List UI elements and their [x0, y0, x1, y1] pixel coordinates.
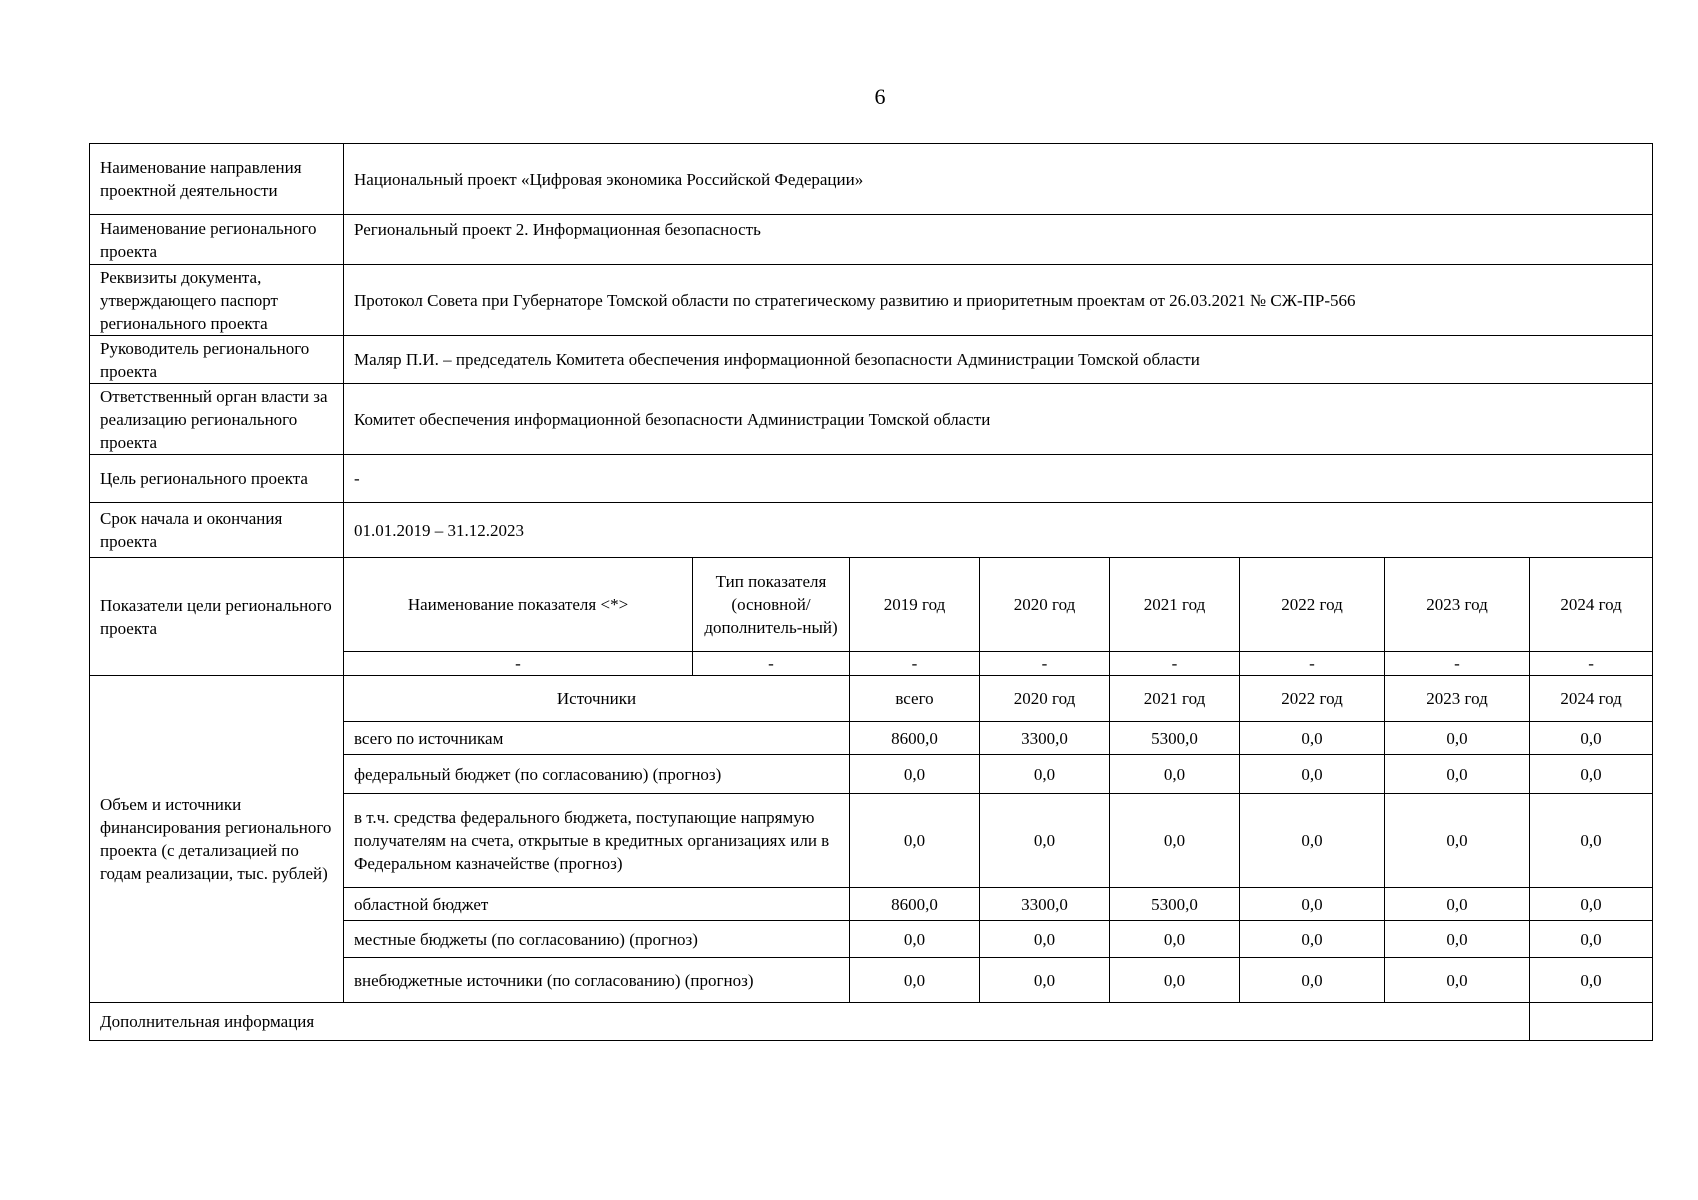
financing-value: 3300,0: [980, 888, 1110, 921]
financing-header-2022: 2022 год: [1240, 676, 1385, 722]
financing-value: 0,0: [1385, 958, 1530, 1003]
approval-doc-label: Реквизиты документа, утверждающего паспорт регионального проекта: [90, 265, 344, 336]
indicators-header-2021: 2021 год: [1110, 558, 1240, 652]
financing-value: 5300,0: [1110, 888, 1240, 921]
indicators-header-2024: 2024 год: [1530, 558, 1653, 652]
row-approval-doc: [90, 265, 1653, 336]
direction-value: Национальный проект «Цифровая экономика Российской Федерации»: [344, 144, 1653, 215]
term-label: Срок начала и окончания проекта: [90, 503, 344, 558]
row-additional-info: [90, 1003, 1653, 1041]
financing-value: 0,0: [1530, 755, 1653, 794]
financing-value: 0,0: [1385, 888, 1530, 921]
financing-value: 0,0: [1240, 722, 1385, 755]
indicators-header-row: [90, 558, 1653, 652]
financing-value: 0,0: [1110, 958, 1240, 1003]
head-value: Маляр П.И. – председатель Комитета обеспечения информационной безопасности Администрации Томской области: [344, 336, 1653, 384]
financing-header-2020: 2020 год: [980, 676, 1110, 722]
indicator-cell: -: [1240, 652, 1385, 676]
financing-value: 0,0: [1240, 794, 1385, 888]
financing-value: 0,0: [1385, 921, 1530, 958]
indicators-header-2022: 2022 год: [1240, 558, 1385, 652]
page-number: 6: [874, 84, 886, 109]
financing-source: федеральный бюджет (по согласованию) (прогноз): [344, 755, 850, 794]
row-goal: [90, 455, 1653, 503]
indicator-cell: -: [1110, 652, 1240, 676]
indicator-cell: -: [693, 652, 850, 676]
financing-value: 0,0: [1530, 958, 1653, 1003]
indicators-label: Показатели цели регионального проекта: [90, 558, 344, 676]
financing-value: 0,0: [850, 921, 980, 958]
indicators-header-type: Тип показателя (основной/ дополнитель-ный): [693, 558, 850, 652]
financing-header-sources: Источники: [344, 676, 850, 722]
financing-source: всего по источникам: [344, 722, 850, 755]
financing-value: 0,0: [1240, 958, 1385, 1003]
indicator-cell: -: [850, 652, 980, 676]
goal-value: -: [344, 455, 1653, 503]
row-head: [90, 336, 1653, 384]
financing-header-2021: 2021 год: [1110, 676, 1240, 722]
row-project-name: [90, 215, 1653, 265]
indicator-cell: -: [1385, 652, 1530, 676]
financing-header-row: [90, 676, 1653, 722]
row-responsible: [90, 384, 1653, 455]
additional-info-value: [1530, 1003, 1653, 1041]
financing-value: 0,0: [1385, 755, 1530, 794]
financing-value: 0,0: [850, 794, 980, 888]
indicators-header-2020: 2020 год: [980, 558, 1110, 652]
financing-value: 8600,0: [850, 888, 980, 921]
financing-value: 0,0: [850, 755, 980, 794]
financing-value: 0,0: [980, 958, 1110, 1003]
financing-value: 0,0: [1530, 722, 1653, 755]
financing-value: 0,0: [980, 921, 1110, 958]
indicators-header-2023: 2023 год: [1385, 558, 1530, 652]
financing-value: 0,0: [1530, 794, 1653, 888]
indicator-cell: -: [344, 652, 693, 676]
goal-label: Цель регионального проекта: [90, 455, 344, 503]
financing-source: внебюджетные источники (по согласованию) (прогноз): [344, 958, 850, 1003]
financing-value: 0,0: [1240, 921, 1385, 958]
head-label: Руководитель регионального проекта: [90, 336, 344, 384]
financing-value: 0,0: [1110, 755, 1240, 794]
row-direction: [90, 144, 1653, 215]
responsible-value: Комитет обеспечения информационной безопасности Администрации Томской области: [344, 384, 1653, 455]
indicators-header-name: Наименование показателя <*>: [344, 558, 693, 652]
financing-value: 0,0: [980, 755, 1110, 794]
direction-label: Наименование направления проектной деятельности: [90, 144, 344, 215]
financing-source: местные бюджеты (по согласованию) (прогноз): [344, 921, 850, 958]
financing-header-2024: 2024 год: [1530, 676, 1653, 722]
financing-value: 0,0: [1385, 722, 1530, 755]
financing-value: 3300,0: [980, 722, 1110, 755]
financing-header-total: всего: [850, 676, 980, 722]
additional-info-label: Дополнительная информация: [90, 1003, 1530, 1041]
indicator-cell: -: [980, 652, 1110, 676]
financing-value: 0,0: [1110, 921, 1240, 958]
financing-source: областной бюджет: [344, 888, 850, 921]
approval-doc-value: Протокол Совета при Губернаторе Томской области по стратегическому развитию и приоритетным проектам от 26.03.2021 № СЖ-ПР-566: [344, 265, 1653, 336]
financing-value: 5300,0: [1110, 722, 1240, 755]
indicator-cell: -: [1530, 652, 1653, 676]
financing-value: 0,0: [1385, 794, 1530, 888]
responsible-label: Ответственный орган власти за реализацию регионального проекта: [90, 384, 344, 455]
project-passport-table: [89, 143, 1653, 1041]
financing-value: 0,0: [1240, 888, 1385, 921]
financing-value: 0,0: [1530, 921, 1653, 958]
indicators-header-2019: 2019 год: [850, 558, 980, 652]
financing-value: 8600,0: [850, 722, 980, 755]
financing-value: 0,0: [850, 958, 980, 1003]
financing-value: 0,0: [1240, 755, 1385, 794]
financing-value: 0,0: [1530, 888, 1653, 921]
term-value: 01.01.2019 – 31.12.2023: [344, 503, 1653, 558]
financing-label: Объем и источники финансирования регионального проекта (с детализацией по годам реализации, тыс. рублей): [90, 676, 344, 1003]
financing-value: 0,0: [980, 794, 1110, 888]
financing-value: 0,0: [1110, 794, 1240, 888]
financing-header-2023: 2023 год: [1385, 676, 1530, 722]
project-name-label: Наименование регионального проекта: [90, 215, 344, 265]
financing-source: в т.ч. средства федерального бюджета, поступающие напрямую получателям на счета, открытые в кредитных организациях или в Федеральном казначействе (прогноз): [344, 794, 850, 888]
project-name-value: Региональный проект 2. Информационная безопасность: [344, 215, 1653, 265]
row-term: [90, 503, 1653, 558]
